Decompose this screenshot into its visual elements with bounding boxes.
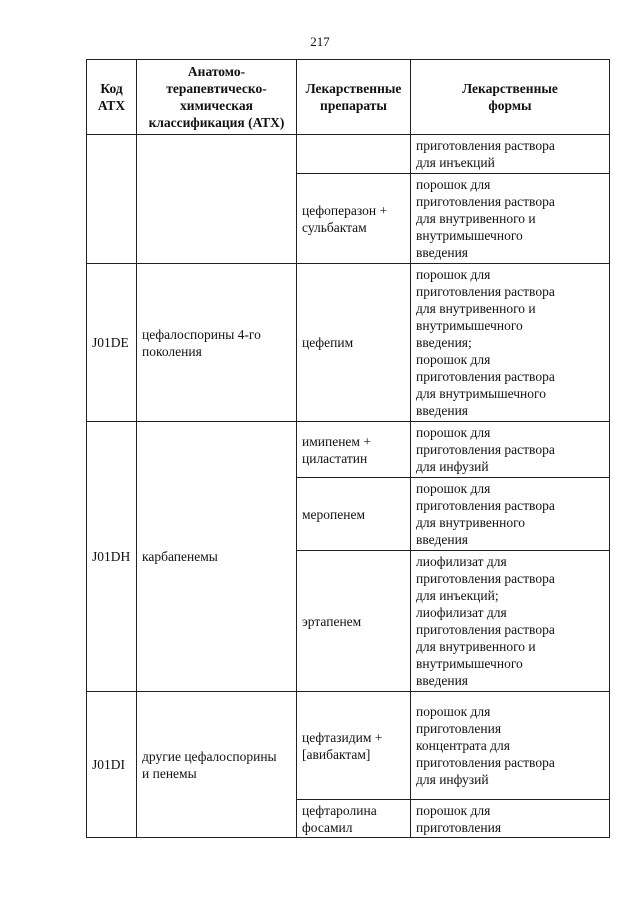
cell-drug: эртапенем: [297, 551, 411, 692]
cell-drug: цефепим: [297, 264, 411, 422]
cell-code: J01DI: [87, 692, 137, 838]
header-classification: Анатомо- терапевтическо- химическая классификация (АТХ): [137, 60, 297, 135]
cell-form: приготовления раствора для инъекций: [411, 135, 610, 174]
cell-classification: цефалоспорины 4-го поколения: [137, 264, 297, 422]
header-drugs: Лекарственные препараты: [297, 60, 411, 135]
cell-form: порошок для приготовления концентрата для приготовления раствора для инфузий: [411, 692, 610, 800]
cell-drug: цефоперазон + сульбактам: [297, 174, 411, 264]
page-number: 217: [310, 34, 330, 49]
cell-classification: другие цефалоспорины и пенемы: [137, 692, 297, 838]
table-row: [87, 422, 610, 478]
header-code: Код АТХ: [87, 60, 137, 135]
cell-drug: [297, 135, 411, 174]
cell-form: порошок для приготовления раствора для внутривенного и внутримышечного введения; порошок для приготовления раствора для внутримышечного введения: [411, 264, 610, 422]
cell-form: лиофилизат для приготовления раствора для инъекций; лиофилизат для приготовления раствора для внутривенного и внутримышечного введения: [411, 551, 610, 692]
table-row: [87, 264, 610, 422]
cell-code: J01DH: [87, 422, 137, 692]
atx-table: [86, 59, 610, 838]
cell-classification: карбапенемы: [137, 422, 297, 692]
cell-drug: меропенем: [297, 478, 411, 551]
cell-drug: цефтазидим + [авибактам]: [297, 692, 411, 800]
table-row: [87, 692, 610, 800]
cell-drug: цефтаролина фосамил: [297, 800, 411, 838]
cell-code: J01DE: [87, 264, 137, 422]
cell-form: порошок для приготовления раствора для инфузий: [411, 422, 610, 478]
cell-classification: [137, 135, 297, 264]
table-row: [87, 135, 610, 174]
cell-form: порошок для приготовления: [411, 800, 610, 838]
cell-form: порошок для приготовления раствора для внутривенного и внутримышечного введения: [411, 174, 610, 264]
cell-form: порошок для приготовления раствора для внутривенного введения: [411, 478, 610, 551]
header-forms: Лекарственные формы: [411, 60, 610, 135]
table-header-row: [87, 60, 610, 135]
cell-code: [87, 135, 137, 264]
cell-drug: имипенем + циластатин: [297, 422, 411, 478]
